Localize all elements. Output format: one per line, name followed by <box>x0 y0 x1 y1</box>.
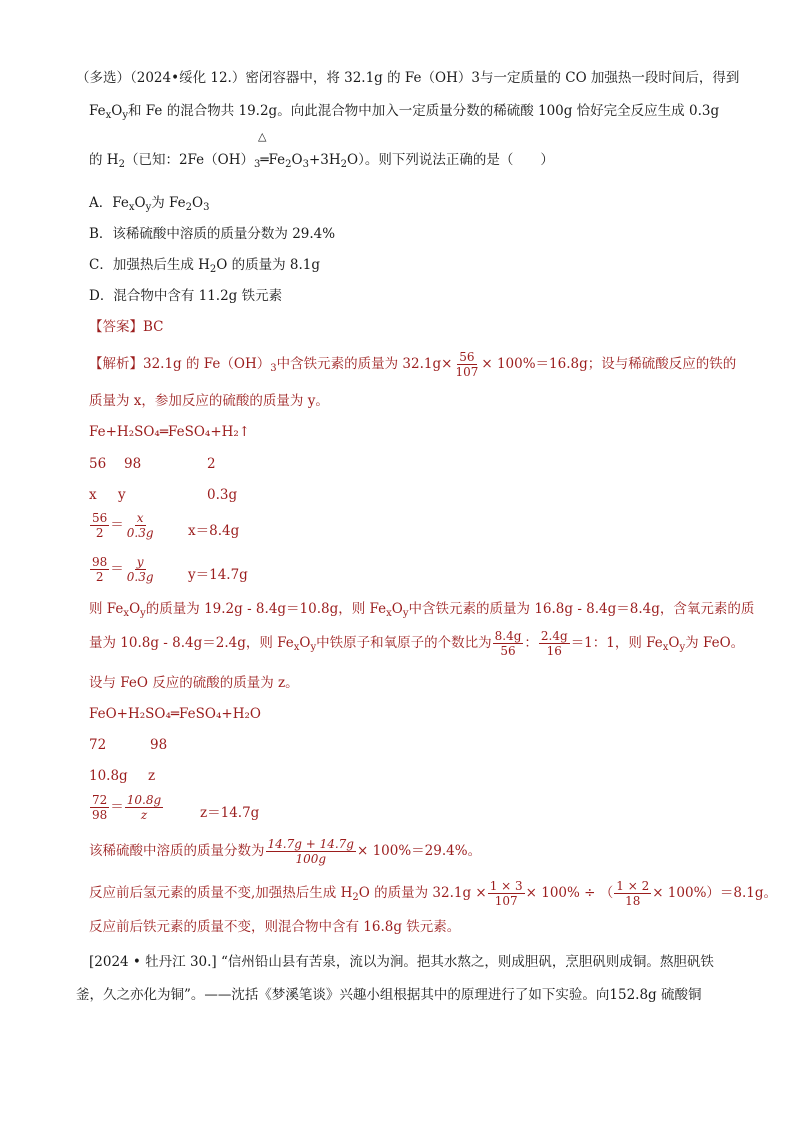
numerator: 56 <box>459 350 475 364</box>
denominator: 107 <box>455 365 479 379</box>
next-question-line-1 <box>89 953 714 971</box>
sub-y: y <box>402 608 409 619</box>
sub: 2 <box>185 202 193 213</box>
denominator: 100g <box>295 852 327 866</box>
analysis-text: × 100%＝29.4%。 <box>356 843 482 859</box>
denominator: 2 <box>95 570 104 584</box>
ratio-row-3-b <box>150 736 167 754</box>
numerator: 10.8g <box>126 793 162 807</box>
fraction <box>488 879 525 908</box>
sub-x: x <box>123 608 130 619</box>
proportion-3-result <box>200 804 259 822</box>
sub-y: y <box>679 642 686 653</box>
fraction <box>90 793 109 822</box>
analysis-line-7 <box>89 878 777 908</box>
sub: 2 <box>352 892 359 903</box>
ratio-value: y <box>118 487 126 503</box>
sub: 3 <box>203 202 210 213</box>
analysis-label: 【解析】 <box>89 356 143 372</box>
option-text: B．该稀硫酸中溶质的质量分数为 29.4% <box>89 226 336 242</box>
answer-value: BC <box>143 319 164 335</box>
sub: x <box>128 202 135 213</box>
numerator: 72 <box>92 793 108 807</box>
ratio-value: 98 <box>150 737 168 753</box>
answer-label: 【答案】 <box>89 319 143 335</box>
denominator: 107 <box>494 894 518 908</box>
denominator: z <box>140 808 148 822</box>
numerator: x <box>136 511 144 525</box>
question-text: [2024 • 牡丹江 30.] “信州铅山县有苦泉，流以为涧。挹其水熬之，则成胆矾，烹胆矾则成铜。熬胆矾铁 <box>89 954 714 970</box>
analysis-text: 中含铁元素的质量为 16.8g - 8.4g＝8.4g，含氧元素的质 <box>408 601 755 617</box>
denominator: 0.3g <box>126 570 154 584</box>
fraction <box>614 879 651 908</box>
analysis-text: 反应前后铁元素的质量不变，则混合物中含有 16.8g 铁元素。 <box>89 919 461 935</box>
denominator: 0.3g <box>126 526 154 540</box>
proportion-2: $\frac{98}{2}$ ＝ $\frac{y}{0.3g}$ <box>92 555 154 584</box>
ratio-row-3-a <box>89 736 106 754</box>
question-text: 釜，久之亦化为铜”。——沈括《梦溪笔谈》兴趣小组根据其中的原理进行了如下实验。向152.8g 硫酸铜 <box>76 987 702 1003</box>
sub: 2 <box>118 159 125 170</box>
analysis-text: 量为 10.8g - 8.4g＝2.4g，则 Fe <box>89 635 294 651</box>
equation-text: FeO+H₂SO₄═FeSO₄+H₂O <box>89 706 261 722</box>
sub: y <box>145 202 152 213</box>
question-line-2 <box>89 102 719 120</box>
analysis-text: × 100%＝16.8g；设与稀硫酸反应的铁的 <box>481 356 737 372</box>
analysis-text: 32.1g 的 Fe（OH） <box>143 356 271 372</box>
option-text: C．加强热后生成 H <box>89 257 210 273</box>
question-line-3 <box>89 151 554 169</box>
analysis-text: 该稀硫酸中溶质的质量分数为 <box>89 843 265 859</box>
sub: 2 <box>340 159 348 170</box>
proportion-1: $\frac{56}{2}$ ＝ $\frac{x}{0.3g}$ <box>92 511 154 540</box>
numerator: 56 <box>92 511 108 525</box>
fraction <box>453 350 480 379</box>
analysis-line-6 <box>89 836 481 866</box>
option-text: D．混合物中含有 11.2g 铁元素 <box>89 288 283 304</box>
sub-y: y <box>140 608 146 619</box>
answer <box>89 318 164 336</box>
analysis-text: 质量为 x，参加反应的硫酸的质量为 y。 <box>89 393 329 409</box>
option-text: O <box>192 195 204 211</box>
ratio-row-2-c <box>207 486 237 504</box>
proportion-1-result <box>188 522 239 540</box>
question-text: O <box>291 152 303 168</box>
option-text: 为 Fe <box>151 195 186 211</box>
equation-text: Fe+H₂SO₄═FeSO₄+H₂↑ <box>89 424 251 440</box>
ratio-row-4-b <box>148 767 155 785</box>
fraction <box>539 629 570 658</box>
analysis-text: 则 Fe <box>89 601 124 617</box>
option-text: O 的质量为 8.1g <box>216 257 321 273</box>
ratio-value: 72 <box>89 737 107 753</box>
analysis-text: ： <box>524 635 538 651</box>
option-a <box>89 194 210 212</box>
analysis-line-3: 则 $Fe_xO_y$的质量为 19.2g - 8.4g＝10.8g，则 $Fe_xO_y$中含铁元素的质量为 16.8g - 8.4g＝8.4g，含氧元素的质 <box>89 601 755 619</box>
fraction <box>90 555 109 584</box>
denominator: 98 <box>92 808 108 822</box>
sub: 3 <box>302 159 309 170</box>
result-text: y＝14.7g <box>188 567 248 583</box>
fraction <box>266 837 356 866</box>
formula-o: O <box>111 103 123 119</box>
option-text: A．Fe <box>89 195 129 211</box>
analysis-text: 反应前后氢元素的质量不变,加强热后生成 H <box>89 885 353 901</box>
heat-symbol-text: △ <box>258 130 267 143</box>
sub: 2 <box>209 264 217 275</box>
question-text: ═Fe <box>260 152 286 168</box>
analysis-text: 为 FeO。 <box>685 635 745 651</box>
sub-y: y <box>122 110 128 121</box>
equation-2 <box>89 705 261 723</box>
analysis-line-2 <box>89 392 329 410</box>
option-d <box>89 287 282 305</box>
formula-fe: Fe <box>89 103 106 119</box>
analysis-text: ＝1：1，则 Fe <box>570 635 663 651</box>
question-text: （已知：2Fe（OH） <box>124 152 255 168</box>
equation-1 <box>89 423 250 441</box>
analysis-text: × 100%）＝8.1g。 <box>652 885 778 901</box>
ratio-value: z <box>148 768 156 784</box>
sub-y: y <box>310 642 317 653</box>
proportion-2-result <box>188 566 248 584</box>
numerator: 2.4g <box>540 629 568 643</box>
fraction <box>125 555 156 584</box>
analysis-text: 中含铁元素的质量为 32.1g× <box>276 356 453 372</box>
fraction <box>493 629 524 658</box>
result-text: x＝8.4g <box>188 523 240 539</box>
ratio-row-1-b <box>124 455 141 473</box>
analysis-line-1 <box>89 350 736 379</box>
ratio-row-4-a <box>89 767 128 785</box>
ratio-value: 56 <box>89 456 107 472</box>
numerator: 8.4g <box>494 629 522 643</box>
analysis-text: O 的质量为 32.1g × <box>358 885 487 901</box>
sub-x: x <box>386 608 392 619</box>
fraction <box>90 511 109 540</box>
ratio-row-2-b <box>118 486 126 504</box>
heat-symbol <box>258 128 266 146</box>
numerator: 98 <box>92 555 108 569</box>
option-text: O <box>134 195 146 211</box>
analysis-text: 的质量为 19.2g - 8.4g＝10.8g，则 Fe <box>145 601 387 617</box>
denominator: 2 <box>95 526 104 540</box>
question-text: O）。则下列说法正确的是（ ） <box>347 152 554 168</box>
question-text: 的 H <box>89 152 119 168</box>
ratio-row-1-a <box>89 455 106 473</box>
proportion-3: $\frac{72}{98}$ ＝ $\frac{10.8g}{z}$ <box>92 793 162 822</box>
question-text: （多选）（2024•绥化 12.）密闭容器中，将 32.1g 的 Fe（OH）3与一定质量的 CO 加强热一段时间后，得到 <box>76 70 740 86</box>
sub-x: x <box>662 642 669 653</box>
sub: 3 <box>270 363 277 374</box>
option-b <box>89 225 335 243</box>
question-text: +3H <box>308 152 341 168</box>
analysis-text: 中铁原子和氧原子的个数比为 <box>316 635 492 651</box>
analysis-line-4: 量为 10.8g - 8.4g＝2.4g，则 $Fe_xO_y$中铁原子和氧原子的个数比为 $\frac{8.4g}{56}$ ： $\frac{2.4g}{16}$ ＝1：1，则 $Fe_xO_y$为 FeO。 <box>89 629 745 658</box>
result-text: z＝14.7g <box>200 805 260 821</box>
analysis-text: 设与 FeO 反应的硫酸的质量为 z。 <box>89 675 299 691</box>
ratio-row-1-c <box>207 455 216 473</box>
sub-x: x <box>293 642 300 653</box>
numerator: 14.7g + 14.7g <box>267 837 354 851</box>
denominator: 18 <box>625 894 641 908</box>
sub: 2 <box>285 159 292 170</box>
analysis-line-5 <box>89 674 299 692</box>
analysis-line-8 <box>89 918 460 936</box>
sub-x: x <box>105 110 112 121</box>
question-text: 和 Fe 的混合物共 19.2g。向此混合物中加入一定质量分数的稀硫酸 100g 恰好完全反应生成 0.3g <box>128 103 720 119</box>
denominator: 56 <box>500 644 516 658</box>
next-question-line-2 <box>76 986 701 1004</box>
numerator: 1 × 2 <box>616 879 650 893</box>
ratio-value: 2 <box>207 456 216 472</box>
option-c <box>89 256 320 274</box>
ratio-value: 0.3g <box>207 487 238 503</box>
ratio-row-2-a <box>89 486 97 504</box>
analysis-text: × 100% ÷ （ <box>525 885 614 901</box>
numerator: 1 × 3 <box>489 879 523 893</box>
sub: 3 <box>254 159 261 170</box>
ratio-value: 98 <box>124 456 142 472</box>
ratio-value: x <box>89 487 97 503</box>
question-line-1 <box>76 69 739 87</box>
fraction <box>125 511 156 540</box>
denominator: 16 <box>546 644 562 658</box>
numerator: y <box>136 555 144 569</box>
fraction <box>125 793 163 822</box>
ratio-value: 10.8g <box>89 768 128 784</box>
